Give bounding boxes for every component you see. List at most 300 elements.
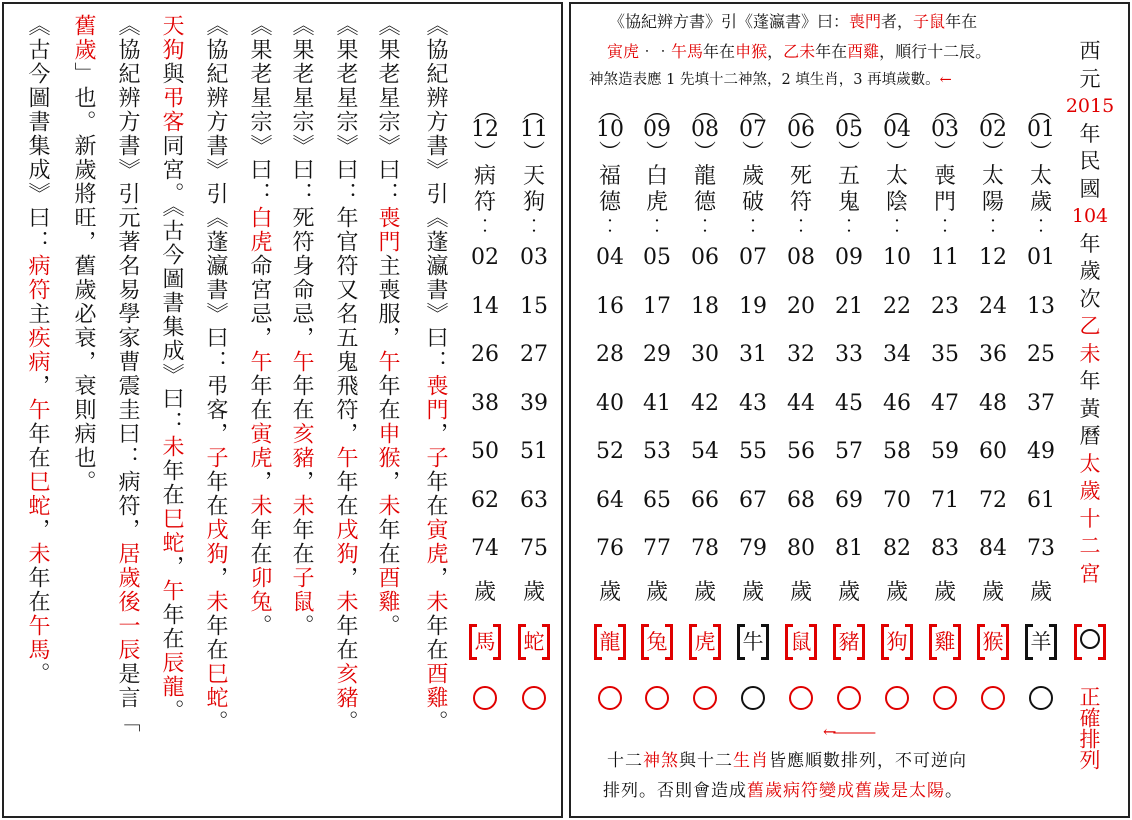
deity-name-char: 喪 <box>933 164 956 189</box>
age-value: 27 <box>520 342 548 367</box>
vertical-text-column <box>286 14 316 638</box>
zodiac-animal <box>923 620 967 664</box>
text-run: ，順行十二辰。 <box>879 42 992 61</box>
year-info-char: 次 <box>1079 286 1101 311</box>
colon-mark: ︰ <box>524 214 544 238</box>
year-info-bracket <box>1068 620 1112 664</box>
year-info-char: 104 <box>1071 205 1109 227</box>
age-value: 23 <box>931 293 959 319</box>
zodiac-animal <box>971 620 1015 664</box>
text-run: 。 <box>375 614 400 638</box>
age-value: 15 <box>520 293 548 319</box>
deity-name-char: 歲 <box>1029 190 1052 215</box>
empty-circle <box>789 686 813 710</box>
age-value: 25 <box>1027 342 1055 367</box>
deity-name-char: 白 <box>645 164 668 189</box>
zodiac-animal <box>875 620 919 664</box>
bracket-left <box>833 624 841 660</box>
colon-mark: ︰ <box>1031 214 1051 238</box>
bracket-left <box>469 624 477 660</box>
deity-name-char: 龍 <box>693 164 716 189</box>
age-value: 59 <box>931 439 959 464</box>
age-value: 35 <box>931 342 959 367</box>
empty-circle <box>693 686 717 710</box>
red-text-run: 巳蛇 <box>159 507 184 555</box>
deity-name-char: 符 <box>473 190 496 215</box>
text-run: 同宮。《古今圖書集成》曰： <box>159 134 184 435</box>
vertical-text-column <box>22 14 52 686</box>
year-info-char: 年 <box>1079 231 1101 256</box>
red-text-run: 寅虎 <box>423 518 448 566</box>
red-text-run: 午 <box>289 350 314 374</box>
red-text-run: 申猴 <box>735 42 768 61</box>
right-panel <box>569 2 1130 818</box>
zodiac-animal-label: 猴 <box>982 630 1004 654</box>
zodiac-animal-label: 鼠 <box>790 630 812 654</box>
open-paren: ︵ <box>693 99 716 124</box>
sui-label: 歲 <box>741 580 764 605</box>
bracket-left <box>594 624 602 660</box>
vertical-text-column <box>200 14 230 734</box>
row-number: 09 <box>643 117 671 142</box>
age-value: 52 <box>596 439 624 464</box>
red-text-run: 病符 <box>25 254 50 302</box>
age-value: 08 <box>787 245 815 270</box>
sui-label: 歲 <box>598 580 621 605</box>
empty-circle <box>522 686 546 710</box>
vertical-text-column <box>372 14 402 638</box>
colon-mark: ︰ <box>935 214 955 238</box>
open-paren: ︵ <box>598 99 621 124</box>
text-run: 年在 <box>945 12 978 31</box>
sui-label: 歲 <box>1029 580 1052 605</box>
red-text-run: 未 <box>423 590 448 614</box>
age-value: 29 <box>643 342 671 367</box>
age-value: 75 <box>520 536 548 561</box>
vertical-text-column <box>68 14 98 494</box>
zodiac-animal-label: 虎 <box>694 630 716 654</box>
text-run: ， <box>159 555 184 579</box>
text-run: 年在 <box>289 518 314 566</box>
text-run: ， <box>333 566 358 590</box>
red-text-run: 亥豬 <box>333 662 358 710</box>
age-value: 49 <box>1027 439 1055 464</box>
deity-name-char: 陰 <box>885 190 908 215</box>
age-value: 26 <box>471 342 499 367</box>
text-run: 十二 <box>607 751 643 771</box>
red-text-run: 未 <box>247 494 272 518</box>
red-text-run: 喪門 <box>375 206 400 254</box>
colon-mark: ︰ <box>600 214 620 238</box>
text-run: 年在 <box>333 470 358 518</box>
age-value: 05 <box>643 245 671 270</box>
age-value: 03 <box>520 245 548 270</box>
deity-name-char: 死 <box>789 164 812 189</box>
red-text-run: 天狗 <box>159 14 184 62</box>
age-value: 17 <box>643 293 671 319</box>
text-run: 《果老星宗》曰：死符身命忌， <box>289 14 314 350</box>
bracket-right <box>713 624 721 660</box>
text-run: 《協紀辨方書》引《蓬瀛書》曰：弔客， <box>203 14 228 446</box>
red-text-run: 未 <box>375 494 400 518</box>
red-text-run: 卯兔 <box>247 566 272 614</box>
text-run: 《果老星宗》曰： <box>375 14 400 206</box>
year-info-char: 十 <box>1079 506 1101 531</box>
age-value: 36 <box>979 342 1007 367</box>
age-value: 84 <box>979 536 1007 561</box>
text-run: 年在 <box>247 374 272 422</box>
year-info-char: 元 <box>1079 66 1101 91</box>
row-number: 08 <box>691 117 719 142</box>
age-value: 76 <box>596 536 624 561</box>
year-info-char: 2015 <box>1065 95 1115 117</box>
red-text-run: 喪門 <box>423 374 448 422</box>
red-text-run: 居歲後一辰 <box>115 542 140 662</box>
text-run: 是言「 <box>115 662 140 734</box>
close-paren: ︶ <box>598 141 621 166</box>
age-value: 37 <box>1027 390 1055 416</box>
correct-order-label: 正確排列 <box>1077 686 1101 770</box>
age-value: 40 <box>596 390 624 416</box>
deity-name-char: 歲 <box>741 164 764 189</box>
empty-circle <box>645 686 669 710</box>
text-run: 。 <box>203 710 228 734</box>
sui-label: 歲 <box>693 580 716 605</box>
zodiac-animal-label: 馬 <box>474 630 496 654</box>
deity-name-char: 太 <box>981 164 1004 189</box>
red-text-run: 午 <box>247 350 272 374</box>
zodiac-animal <box>683 620 727 664</box>
row-number: 02 <box>979 117 1007 142</box>
colon-mark: ︰ <box>647 214 667 238</box>
vertical-text-column <box>156 14 186 723</box>
age-value: 57 <box>835 439 863 464</box>
red-text-run: 寅虎 <box>247 422 272 470</box>
open-paren: ︵ <box>473 99 496 124</box>
close-paren: ︶ <box>741 141 764 166</box>
red-text-run: 寅虎 <box>607 42 640 61</box>
vertical-text-column <box>330 14 360 734</box>
age-value: 60 <box>979 439 1007 464</box>
row-number: 06 <box>787 117 815 142</box>
zodiac-animal-label: 龍 <box>599 630 621 654</box>
bracket-left <box>881 624 889 660</box>
zodiac-animal <box>827 620 871 664</box>
year-info-char: 曆 <box>1079 424 1101 448</box>
empty-circle <box>1029 686 1053 710</box>
open-paren: ︵ <box>837 99 860 124</box>
deity-name-char: 德 <box>598 190 621 215</box>
text-run: ， <box>25 518 50 542</box>
row-number: 01 <box>1027 117 1055 142</box>
text-run: 《古今圖書集成》曰： <box>25 14 50 254</box>
age-value: 51 <box>520 439 548 464</box>
bracket-right <box>857 624 865 660</box>
zodiac-animal-label: 狗 <box>886 630 908 654</box>
age-value: 56 <box>787 439 815 464</box>
red-text-run: 午 <box>333 446 358 470</box>
year-info-column <box>1065 38 1115 588</box>
text-run: 皆應順數排列，不可逆向 <box>769 751 967 771</box>
bracket-right <box>809 624 817 660</box>
close-paren: ︶ <box>933 141 956 166</box>
age-value: 38 <box>471 390 499 416</box>
text-run: 《果老星宗》曰： <box>247 14 272 206</box>
red-text-run: 酉雞 <box>375 566 400 614</box>
red-text-run: 疾病 <box>25 326 50 374</box>
sui-label: 歲 <box>473 580 496 605</box>
open-paren: ︵ <box>933 99 956 124</box>
age-value: 62 <box>471 487 499 513</box>
year-info-char: 歲 <box>1079 479 1101 503</box>
age-value: 77 <box>643 536 671 561</box>
age-value: 82 <box>883 536 911 561</box>
zodiac-animal-label: 牛 <box>742 630 764 654</box>
bracket-left <box>641 624 649 660</box>
bracket-right <box>1001 624 1009 660</box>
age-value: 83 <box>931 536 959 561</box>
text-run: 主喪服， <box>375 254 400 350</box>
sui-label: 歲 <box>885 580 908 605</box>
red-text-run: 舊歲 <box>71 14 96 62</box>
text-run: 。 <box>289 614 314 638</box>
deity-name-char: 太 <box>885 164 908 189</box>
deity-name-char: 陽 <box>981 190 1004 215</box>
text-run: 年在 <box>203 470 228 518</box>
sui-label: 歲 <box>981 580 1004 605</box>
age-value: 74 <box>471 536 499 561</box>
age-value: 28 <box>596 342 624 367</box>
zodiac-animal <box>635 620 679 664</box>
text-run: 排列。否則會造成 <box>603 781 747 801</box>
colon-mark: ︰ <box>839 214 859 238</box>
text-run: ， <box>375 470 400 494</box>
red-text-run: 未 <box>25 542 50 566</box>
red-text-run: 舊歲病符變成舊歲是太陽 <box>747 781 945 801</box>
red-text-run: 子鼠 <box>289 566 314 614</box>
sui-label: 歲 <box>789 580 812 605</box>
open-paren: ︵ <box>885 99 908 124</box>
close-paren: ︶ <box>693 141 716 166</box>
close-paren: ︶ <box>473 141 496 166</box>
text-run: ， <box>423 566 448 590</box>
age-value: 78 <box>691 536 719 561</box>
sui-label: 歲 <box>837 580 860 605</box>
open-paren: ︵ <box>645 99 668 124</box>
year-info-char: 歲 <box>1079 259 1101 283</box>
age-value: 69 <box>835 487 863 513</box>
sui-label: 歲 <box>522 580 545 605</box>
age-value: 68 <box>787 487 815 513</box>
age-value: 71 <box>931 487 959 513</box>
year-info-circle <box>1080 629 1100 649</box>
bracket-left <box>929 624 937 660</box>
text-run: 與十二 <box>679 751 733 771</box>
close-paren: ︶ <box>522 141 545 166</box>
age-value: 19 <box>739 293 767 319</box>
red-text-run: 酉雞 <box>847 42 880 61</box>
empty-circle <box>741 686 765 710</box>
age-value: 50 <box>471 439 499 464</box>
year-info-char: 年 <box>1079 369 1101 393</box>
colon-mark: ︰ <box>743 214 763 238</box>
empty-circle <box>598 686 622 710</box>
age-value: 30 <box>691 342 719 367</box>
red-text-run: 巳蛇 <box>203 662 228 710</box>
red-text-run: 弔客 <box>159 86 184 134</box>
open-paren: ︵ <box>789 99 812 124</box>
text-run: 年在 <box>159 603 184 651</box>
age-value: 47 <box>931 390 959 416</box>
zodiac-animal <box>512 620 556 664</box>
text-run: 年在 <box>25 422 50 470</box>
red-text-run: 戌狗 <box>203 518 228 566</box>
red-text-run: 午 <box>375 350 400 374</box>
deity-name-char: 虎 <box>645 190 668 215</box>
year-info-char: 太 <box>1079 451 1101 476</box>
bracket-right <box>953 624 961 660</box>
year-info-char: 年 <box>1079 121 1101 146</box>
vertical-text-column <box>244 14 274 638</box>
red-text-run: 子 <box>203 446 228 470</box>
row-number: 12 <box>471 117 499 142</box>
zodiac-animal-label: 雞 <box>934 630 956 654</box>
text-run: 年在 <box>25 566 50 614</box>
age-value: 79 <box>739 536 767 561</box>
age-value: 58 <box>883 439 911 464</box>
text-run: 年在 <box>375 518 400 566</box>
text-run: ， <box>25 374 50 398</box>
age-value: 81 <box>835 536 863 561</box>
age-value: 20 <box>787 293 815 319</box>
age-value: 24 <box>979 293 1007 319</box>
sui-label: 歲 <box>645 580 668 605</box>
vertical-text-column <box>112 14 142 734</box>
age-value: 53 <box>643 439 671 464</box>
text-run: ， <box>247 470 272 494</box>
year-info-char: 宮 <box>1079 561 1101 586</box>
close-paren: ︶ <box>645 141 668 166</box>
deity-name-char: 德 <box>693 190 716 215</box>
close-paren: ︶ <box>837 141 860 166</box>
instruction-text: 神煞造表應 1 先填十二神煞，2 填生肖，3 再填歲數。 <box>589 72 940 88</box>
row-number: 07 <box>739 117 767 142</box>
colon-mark: ︰ <box>791 214 811 238</box>
open-paren: ︵ <box>741 99 764 124</box>
age-value: 41 <box>643 390 671 416</box>
text-run: 。 <box>159 699 184 723</box>
age-value: 33 <box>835 342 863 367</box>
bracket-right <box>493 624 501 660</box>
year-info-char: 黃 <box>1079 396 1101 421</box>
bracket-left <box>1025 624 1033 660</box>
text-run: 者， <box>881 12 914 31</box>
red-text-run: 白虎 <box>247 206 272 254</box>
age-value: 02 <box>471 245 499 270</box>
red-text-run: 未 <box>333 590 358 614</box>
red-text-run: 神煞 <box>643 751 679 771</box>
text-run: 命宮忌， <box>247 254 272 350</box>
age-value: 07 <box>739 245 767 270</box>
bracket-left <box>689 624 697 660</box>
deity-name-char: 門 <box>933 190 956 215</box>
bracket-right <box>905 624 913 660</box>
age-value: 55 <box>739 439 767 464</box>
deity-name-char: 五 <box>837 164 860 189</box>
text-run: ， <box>767 42 784 61</box>
age-value: 39 <box>520 390 548 416</box>
year-info-char: 西 <box>1079 39 1101 63</box>
red-text-run: 未 <box>289 494 314 518</box>
red-text-run: 午 <box>25 398 50 422</box>
open-paren: ︵ <box>1029 99 1052 124</box>
age-value: 22 <box>883 293 911 319</box>
age-value: 06 <box>691 245 719 270</box>
deity-name-char: 福 <box>598 164 621 189</box>
age-value: 54 <box>691 439 719 464</box>
deity-name-char: 病 <box>473 164 496 189</box>
age-value: 34 <box>883 342 911 367</box>
colon-mark: ︰ <box>695 214 715 238</box>
empty-circle <box>981 686 1005 710</box>
text-run: 年在 <box>333 614 358 662</box>
red-text-run: 子鼠 <box>913 12 946 31</box>
text-run: 年在 <box>159 459 184 507</box>
zodiac-animal-label: 蛇 <box>523 630 545 654</box>
text-run: ， <box>203 566 228 590</box>
text-run: 」也。新歲將旺，舊歲必衰，衰則病也。 <box>71 62 96 494</box>
close-paren: ︶ <box>789 141 812 166</box>
red-text-run: 辰龍 <box>159 651 184 699</box>
close-paren: ︶ <box>1029 141 1052 166</box>
text-run: 。 <box>247 614 272 638</box>
sui-label: 歲 <box>933 580 956 605</box>
bracket-left <box>977 624 985 660</box>
text-run: 。 <box>945 781 963 801</box>
zodiac-animal <box>779 620 823 664</box>
red-text-run: 未 <box>159 435 184 459</box>
age-value: 31 <box>739 342 767 367</box>
text-run: 《協紀辨方書》引《蓬瀛書》曰： <box>423 14 448 374</box>
open-paren: ︵ <box>981 99 1004 124</box>
deity-name-char: 符 <box>789 190 812 215</box>
red-text-run: 申猴 <box>375 422 400 470</box>
age-value: 18 <box>691 293 719 319</box>
vertical-text-column <box>420 14 450 734</box>
age-value: 67 <box>739 487 767 513</box>
age-value: 65 <box>643 487 671 513</box>
year-info-char: 乙 <box>1079 314 1101 338</box>
empty-circle <box>473 686 497 710</box>
arrow-left-icon: ← <box>939 72 952 88</box>
empty-circle <box>885 686 909 710</box>
close-paren: ︶ <box>981 141 1004 166</box>
age-value: 64 <box>596 487 624 513</box>
text-run: 《協紀辨方書》引《蓬瀛書》曰： <box>609 12 850 31</box>
age-value: 66 <box>691 487 719 513</box>
text-run: 年在 <box>423 614 448 662</box>
bracket-right <box>665 624 673 660</box>
zodiac-animal-label: 豬 <box>838 630 860 654</box>
age-value: 63 <box>520 487 548 513</box>
text-run: 年在 <box>203 614 228 662</box>
red-text-run: 午 <box>159 579 184 603</box>
red-text-run: 午馬 <box>25 614 50 662</box>
zodiac-animal-label: 羊 <box>1030 630 1052 654</box>
red-text-run: 午馬 <box>671 42 704 61</box>
age-value: 73 <box>1027 536 1055 561</box>
text-run: 《果老星宗》曰：年官符又名五鬼飛符， <box>333 14 358 446</box>
